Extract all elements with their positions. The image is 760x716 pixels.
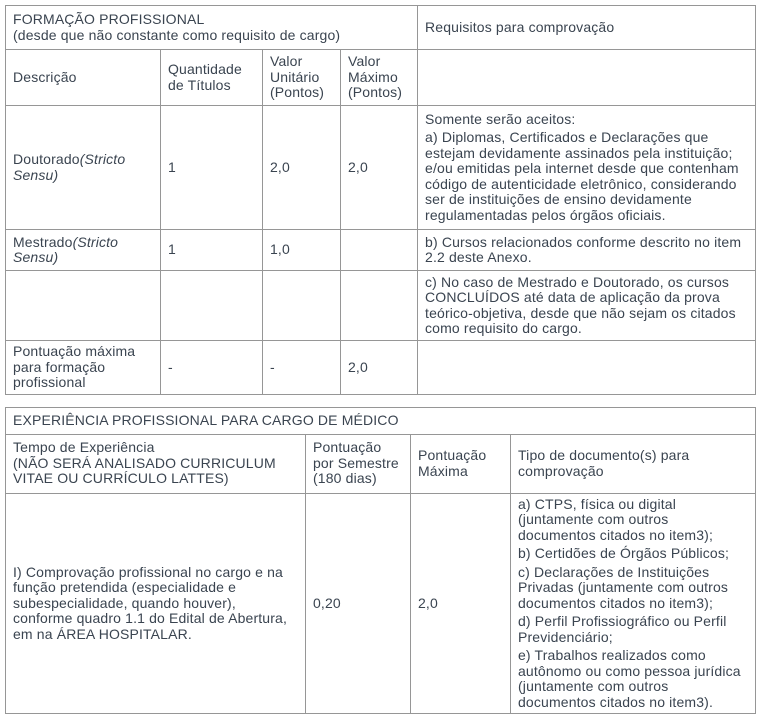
tempo-experiencia-line1: Tempo de Experiência [13, 439, 155, 456]
cell-requisitos-c: c) No caso de Mestrado e Doutorado, os cursos CONCLUÍDOS até data de aplicação da prova teórico-objetiva, desde que não sejam os citados como requisito do cargo. [418, 271, 756, 341]
cell-empty-valor-maximo [341, 271, 418, 341]
col-header-pontuacao-maxima: Pontuação Máxima [411, 434, 511, 493]
documento-item-d: d) Perfil Profissiográfico ou Perfil Previdenciário; [518, 613, 727, 645]
table-row [6, 6, 756, 50]
cell-empty-descricao [6, 271, 161, 341]
cell-empty-valor-unitario [263, 271, 341, 341]
cell-pontuacao-maxima-quantidade: - [161, 341, 263, 395]
col-header-pontuacao-semestre: Pontuação por Semestre (180 dias) [306, 434, 411, 493]
cell-doutorado-descricao [6, 106, 161, 230]
cell-requisitos-empty-bottom [418, 341, 756, 395]
cell-requisitos-a [418, 106, 756, 230]
col-header-valor-maximo: Valor Máximo (Pontos) [341, 50, 418, 106]
col-header-tempo-experiencia [6, 434, 306, 493]
doutorado-label: Doutorado [13, 151, 80, 167]
documento-item-b: b) Certidões de Órgãos Públicos; [518, 545, 730, 561]
table-row [6, 434, 756, 493]
cell-doutorado-quantidade: 1 [161, 106, 263, 230]
formacao-title-cell [6, 6, 418, 50]
cell-documentos-lista [511, 493, 756, 714]
doutorado-qualifier: (Stricto Sensu) [13, 151, 126, 183]
documento-item-c: c) Declarações de Instituições Privadas (juntamente com outros documentos citados no item3); [518, 563, 729, 611]
experiencia-profissional-table [5, 407, 756, 715]
table-row [6, 493, 756, 714]
table-row [6, 230, 756, 271]
mestrado-label: Mestrado [13, 233, 73, 250]
cell-comprovacao-descricao: I) Comprovação profissional no cargo e na função pretendida (especialidade e subespecialidade, quando houver), conforme quadro 1.1 do Edital de Abertura, em na ÁREA HOSPITALAR. [6, 493, 306, 714]
experiencia-title-cell: EXPERIÊNCIA PROFISSIONAL PARA CARGO DE MÉDICO [6, 407, 756, 434]
col-header-quantidade: Quantidade de Títulos [161, 50, 263, 106]
cell-doutorado-valor-unitario: 2,0 [263, 106, 341, 230]
requisitos-empty-cell [418, 50, 756, 106]
formacao-profissional-table [5, 5, 756, 395]
cell-pontuacao-maxima-label: Pontuação máxima para formação profissional [6, 341, 161, 395]
cell-mestrado-quantidade: 1 [161, 230, 263, 271]
tempo-experiencia-line2: (NÃO SERÁ ANALISADO CURRICULUM VITAE OU CURRÍCULO LATTES) [13, 454, 276, 487]
requisitos-item-a: a) Diplomas, Certificados e Declarações que estejam devidamente assinados pela instituição; e/ou emitidas pela internet desde que contenham código de autenticidade eletrônico, considerando ser de instituições de ensino devidamente regulamentadas pelos órgãos oficiais. [425, 129, 739, 223]
table-row [6, 50, 756, 106]
cell-pontuacao-maxima-valor-maximo: 2,0 [341, 341, 418, 395]
requisitos-header-cell [418, 6, 756, 50]
cell-pontuacao-maxima-valor-unitario: - [263, 341, 341, 395]
cell-pontuacao-semestre-valor: 0,20 [306, 493, 411, 714]
documento-item-e: e) Trabalhos realizados como autônomo ou como pessoa jurídica (juntamente com outros documentos citados no item3). [518, 647, 741, 710]
cell-empty-quantidade [161, 271, 263, 341]
col-header-valor-unitario: Valor Unitário (Pontos) [263, 50, 341, 106]
col-header-tipo-documento: Tipo de documento(s) para comprovação [511, 434, 756, 493]
requisitos-header: Requisitos para comprovação [425, 18, 615, 35]
cell-mestrado-descricao [6, 230, 161, 271]
formacao-subtitle: (desde que não constante como requisito de cargo) [13, 26, 341, 43]
mestrado-qualifier: (Stricto Sensu) [13, 233, 119, 265]
table-row [6, 271, 756, 341]
cell-requisitos-b: b) Cursos relacionados conforme descrito no item 2.2 deste Anexo. [418, 230, 756, 271]
table-row [6, 407, 756, 434]
cell-doutorado-valor-maximo: 2,0 [341, 106, 418, 230]
table-row [6, 106, 756, 230]
cell-mestrado-valor-maximo [341, 230, 418, 271]
col-header-descricao: Descrição [6, 50, 161, 106]
requisitos-intro: Somente serão aceitos: [425, 110, 576, 127]
cell-mestrado-valor-unitario: 1,0 [263, 230, 341, 271]
table-row [6, 341, 756, 395]
formacao-title: FORMAÇÃO PROFISSIONAL [13, 11, 205, 27]
documento-item-a: a) CTPS, física ou digital (juntamente com outros documentos citados no item3); [518, 495, 714, 543]
cell-pontuacao-maxima-valor: 2,0 [411, 493, 511, 714]
